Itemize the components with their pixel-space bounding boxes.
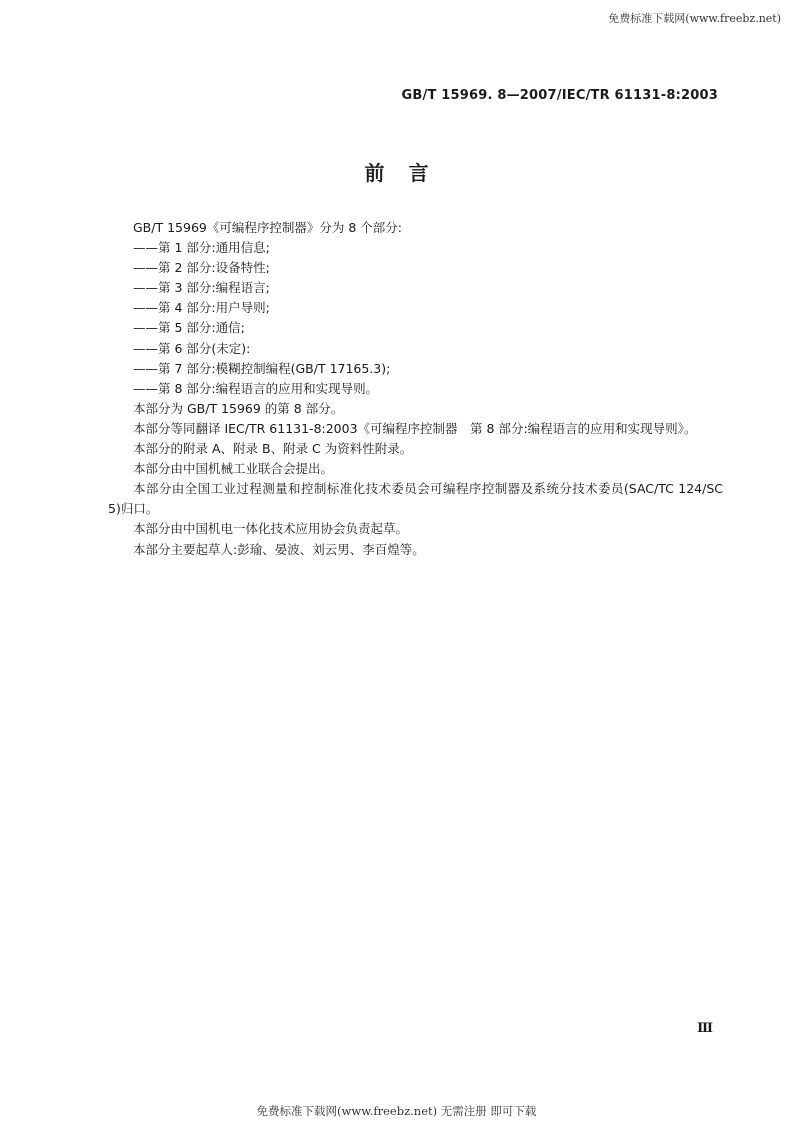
list-item-part-4: ——第 4 部分:用户导则; (133, 300, 270, 316)
list-item-part-1: ——第 1 部分:通用信息; (133, 240, 270, 256)
drafting-org-paragraph: 本部分由中国机电一体化技术应用协会负责起草。 (133, 521, 409, 537)
annexes-paragraph: 本部分的附录 A、附录 B、附录 C 为资料性附录。 (133, 441, 413, 457)
list-item-part-2: ——第 2 部分:设备特性; (133, 260, 270, 276)
footer-watermark: 免费标准下载网(www.freebz.net) 无需注册 即可下载 (256, 1104, 537, 1118)
list-item-part-7: ——第 7 部分:模糊控制编程(GB/T 17165.3); (133, 360, 391, 376)
centralized-by-paragraph: 本部分由全国工业过程测量和控制标准化技术委员会可编程序控制器及系统分技术委员(SAC/TC 124/SC 5)归口。 (108, 481, 723, 517)
intro-paragraph: GB/T 15969《可编程序控制器》分为 8 个部分: (133, 220, 402, 235)
page-title: 前言 (364, 161, 453, 185)
list-item-part-8: ——第 8 部分:编程语言的应用和实现导则。 (133, 380, 379, 396)
list-item-part-3: ——第 3 部分:编程语言; (133, 280, 270, 296)
document-body (108, 218, 723, 560)
list-item-part-6: ——第 6 部分(未定): (133, 340, 251, 356)
list-item-part-5: ——第 5 部分:通信; (133, 320, 245, 336)
header-watermark: 免费标准下载网(www.freebz.net) (608, 12, 781, 25)
proposed-by-paragraph: 本部分由中国机械工业联合会提出。 (133, 461, 334, 477)
drafters-paragraph: 本部分主要起草人:彭瑜、晏波、刘云男、李百煌等。 (133, 541, 425, 557)
standard-number: GB/T 15969. 8—2007/IEC/TR 61131-8:2003 (401, 88, 718, 103)
page-number: Ⅲ (697, 1021, 713, 1036)
translation-paragraph: 本部分等同翻译 IEC/TR 61131-8:2003《可编程序控制器 第 8 部分:编程语言的应用和实现导则》。 (133, 420, 697, 436)
this-part-paragraph: 本部分为 GB/T 15969 的第 8 部分。 (133, 400, 344, 416)
